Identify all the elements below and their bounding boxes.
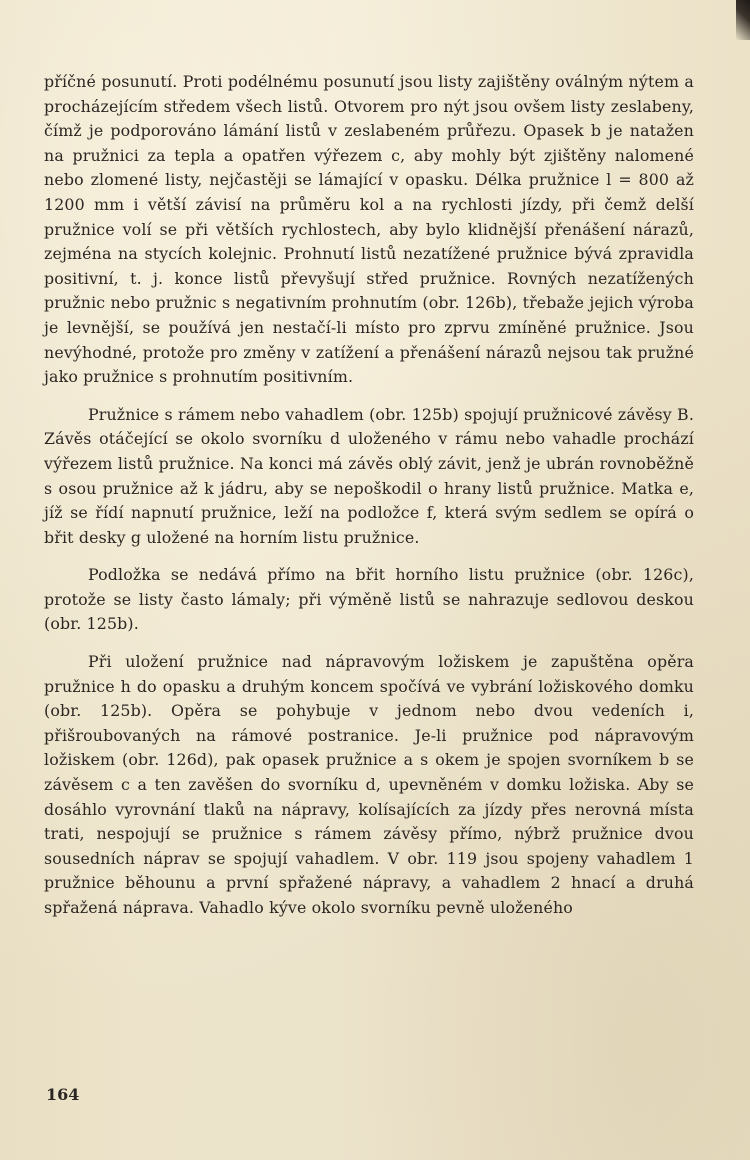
- page-corner-shadow: [736, 0, 750, 40]
- paragraph-3: Podložka se nedává přímo na břit horního listu pružnice (obr. 126c), protože se listy často lámaly; při výměně listů se nahrazuje sedlovou deskou (obr. 125b).: [44, 565, 694, 634]
- paragraph-4: Při uložení pružnice nad nápravovým ložiskem je zapuštěna opěra pružnice h do opasku a druhým koncem spočívá ve vybrání ložiskového domku (obr. 125b). Opěra se pohybuje v jednom nebo dvou vedeních i, přišroubovaných na rámové postranice. Je-li pružnice pod nápravovým ložiskem (obr. 126d), pak opasek pružnice a s okem je spojen svorníkem b se závěsem c a ten zavěšen do svorníku d, upevněném v domku ložiska. Aby se dosáhlo vyrovnání tlaků na nápravy, kolísajících za jízdy přes nerovná místa trati, nespojují se pružnice s rámem závěsy přímo, nýbrž pružnice dvou sousedních náprav se spojují vahadlem. V obr. 119 jsou spojeny vahadlem 1 pružnice běhounu a první spřažené nápravy, a vahadlem 2 hnací a druhá spřažená náprava. Vahadlo kýve okolo svorníku pevně uloženého: [44, 652, 694, 917]
- paragraph-1: příčné posunutí. Proti podélnému posunutí jsou listy zajištěny oválným nýtem a procházejícím středem všech listů. Otvorem pro nýt jsou ovšem listy zeslabeny, čímž je podporováno lámání listů v zeslabeném průřezu. Opasek b je natažen na pružnici za tepla a opatřen výřezem c, aby mohly být zjištěny nalomené nebo zlomené listy, nejčastěji se lámající v opasku. Délka pružnice l = 800 až 1200 mm i větší závisí na průměru kol a na rychlosti jízdy, při čemž delší pružnice volí se při větších rychlostech, aby bylo klidnější přenášení nárazů, zejména na stycích kolejnic. Prohnutí listů nezatížené pružnice bývá zpravidla positivní, t. j. konce listů převyšují střed pružnice. Rovných nezatížených pružnic nebo pružnic s negativním prohnutím (obr. 126b), třebaže jejich výroba je levnější, se používá jen nestačí-li místo pro zprvu zmíněné pružnice. Jsou nevýhodné, protože pro změny v zatížení a přenášení nárazů nejsou tak pružné jako pružnice s prohnutím positivním.: [44, 72, 694, 387]
- paragraph-2: Pružnice s rámem nebo vahadlem (obr. 125b) spojují pružnicové závěsy B. Závěs otáčející se okolo svorníku d uloženého v rámu nebo vahadle prochází výřezem listů pružnice. Na konci má závěs oblý závit, jenž je ubrán rovnoběžně s osou pružnice až k jádru, aby se nepoškodil o hrany listů pružnice. Matka e, jíž se řídí napnutí pružnice, leží na podložce f, která svým sedlem se opírá o břit desky g uložené na horním listu pružnice.: [44, 404, 694, 547]
- page-number: 164: [46, 1085, 80, 1104]
- body-text: [44, 70, 694, 921]
